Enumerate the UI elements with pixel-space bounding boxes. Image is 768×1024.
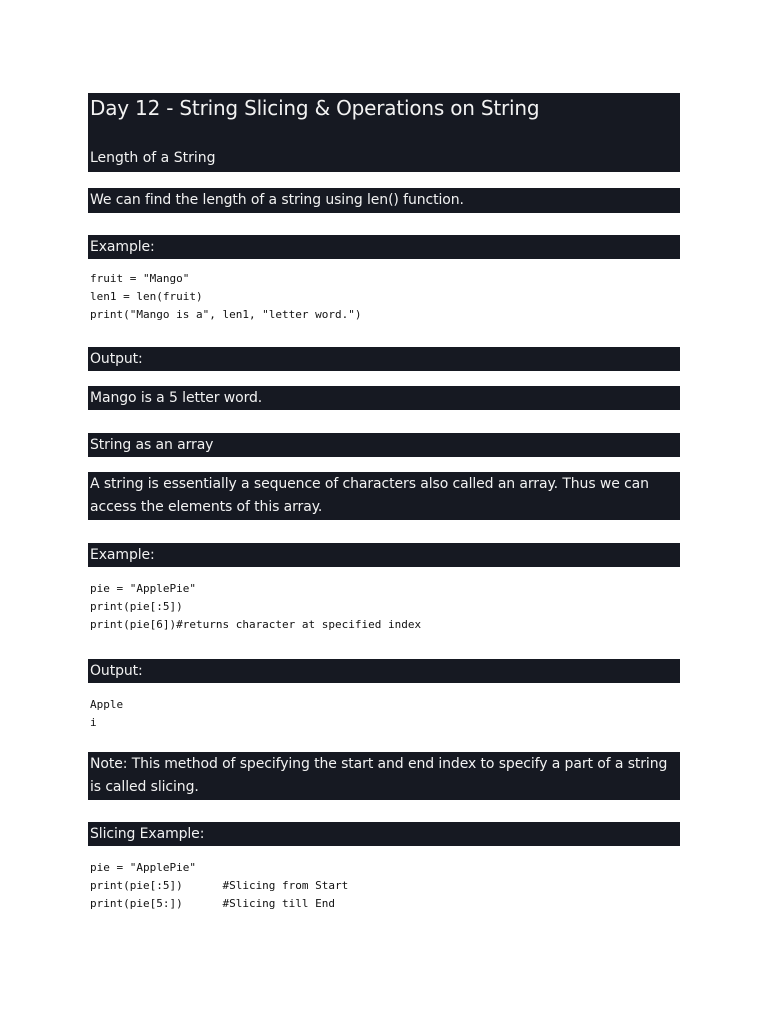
- array-description: A string is essentially a sequence of characters also called an array. Thus we can access the elements of this array.: [88, 472, 680, 520]
- code-block-length: [88, 270, 680, 324]
- slicing-example-label: Slicing Example:: [88, 822, 680, 846]
- code-line: print("Mango is a", len1, "letter word."): [90, 308, 362, 321]
- note-slicing: Note: This method of specifying the start and end index to specify a part of a string is called slicing.: [88, 752, 680, 800]
- code-line: print(pie[:5]) #Slicing from Start: [90, 879, 349, 892]
- code-line: pie = "ApplePie": [90, 582, 196, 595]
- output-block-array: [88, 696, 680, 732]
- example-label: Example:: [88, 235, 680, 259]
- output-label: Output:: [88, 659, 680, 683]
- code-line: pie = "ApplePie": [90, 861, 196, 874]
- output-label: Output:: [88, 347, 680, 371]
- code-line: print(pie[5:]) #Slicing till End: [90, 897, 336, 910]
- section-heading-array: String as an array: [88, 433, 680, 457]
- document-content: [88, 93, 680, 913]
- title-block: [88, 93, 680, 172]
- code-line: i: [90, 716, 97, 729]
- output-text: Mango is a 5 letter word.: [88, 386, 680, 410]
- code-line: len1 = len(fruit): [90, 290, 203, 303]
- code-line: Apple: [90, 698, 124, 711]
- len-description: We can find the length of a string using len() function.: [88, 188, 680, 213]
- code-block-array: [88, 580, 680, 634]
- section-heading-length: Length of a String: [90, 150, 216, 166]
- code-line: fruit = "Mango": [90, 272, 190, 285]
- code-line: print(pie[:5]): [90, 600, 183, 613]
- code-line: print(pie[6])#returns character at specified index: [90, 618, 422, 631]
- example-label: Example:: [88, 543, 680, 567]
- code-block-slicing: [88, 859, 680, 913]
- page-title: Day 12 - String Slicing & Operations on String: [90, 96, 540, 120]
